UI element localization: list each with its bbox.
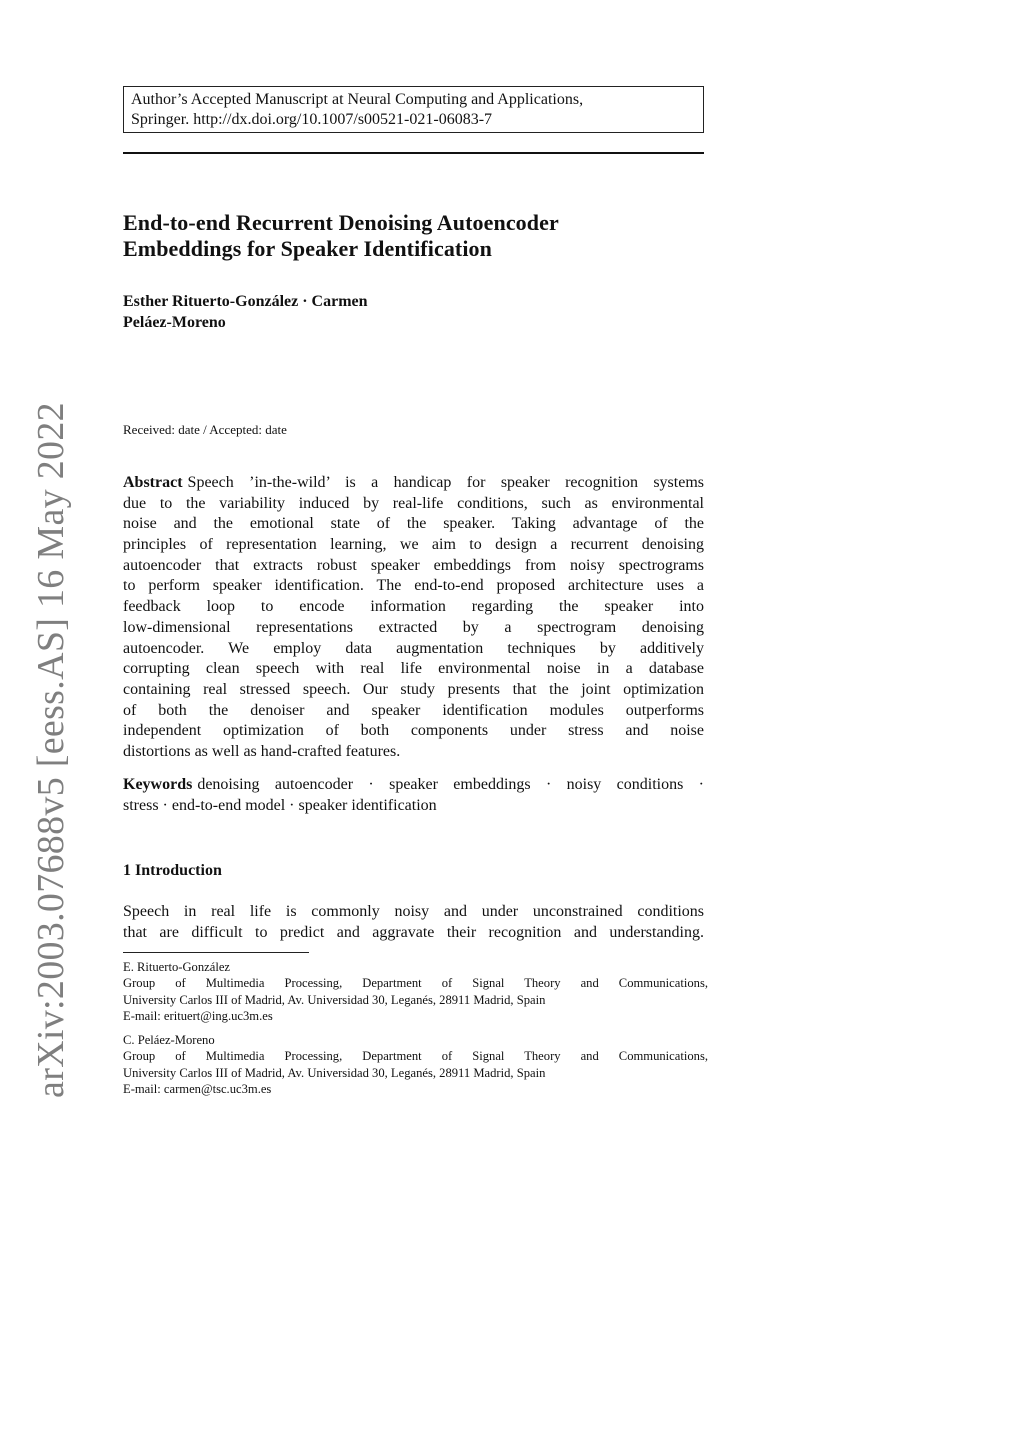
keywords-text: denoising autoencoder · speaker embeddings · noisy conditions · xyxy=(197,776,704,793)
received-accepted-dates: Received: date / Accepted: date xyxy=(123,422,287,437)
affiliation-line: University Carlos III of Madrid, Av. Universidad 30, Leganés, 28911 Madrid, Spain xyxy=(123,992,546,1007)
footnote-rule xyxy=(123,952,309,953)
title-line: Embeddings for Speaker Identification xyxy=(123,236,492,261)
section-heading-introduction: 1 Introduction xyxy=(123,862,222,879)
abstract-label: Abstract xyxy=(123,474,183,491)
introduction-paragraph xyxy=(123,901,704,943)
affiliation-name: E. Rituerto-González xyxy=(123,960,231,974)
introduction-line: Speech in real life is commonly noisy and under unconstrained conditions xyxy=(123,903,704,920)
abstract-line: low-dimensional representations extracted by a spectrogram denoising xyxy=(123,618,704,636)
title-line: End-to-end Recurrent Denoising Autoencoder xyxy=(123,210,559,235)
author-line: Esther Rituerto-González · Carmen xyxy=(123,293,368,310)
abstract-line: containing real stressed speech. Our study presents that the joint optimization xyxy=(123,680,704,698)
publication-notice-box xyxy=(123,86,704,133)
author-list xyxy=(123,291,723,333)
abstract-text: Speech ’in-the-wild’ is a handicap for speaker recognition systems xyxy=(187,474,704,491)
affiliation-line: Group of Multimedia Processing, Department of Signal Theory and Communications, xyxy=(123,1049,708,1064)
paper-title xyxy=(123,210,723,262)
abstract-line: autoencoder that extracts robust speaker embeddings from noisy spectrograms xyxy=(123,556,704,574)
affiliation-block xyxy=(123,959,708,1024)
keywords-block xyxy=(123,774,704,816)
publication-notice-line: Author’s Accepted Manuscript at Neural Computing and Applications, xyxy=(131,91,584,108)
abstract-line: due to the variability induced by real-life conditions, such as environmental xyxy=(123,494,704,512)
abstract-line: distortions as well as hand-crafted features. xyxy=(123,742,401,760)
affiliation-name: C. Peláez-Moreno xyxy=(123,1033,215,1047)
affiliation-email: E-mail: erituert@ing.uc3m.es xyxy=(123,1008,273,1023)
affiliation-line: University Carlos III of Madrid, Av. Universidad 30, Leganés, 28911 Madrid, Spain xyxy=(123,1065,546,1080)
abstract-line: corrupting clean speech with real life environmental noise in a database xyxy=(123,660,704,678)
affiliation-email: E-mail: carmen@tsc.uc3m.es xyxy=(123,1081,272,1096)
abstract-block xyxy=(123,473,704,763)
abstract-line: to perform speaker identification. The end-to-end proposed architecture uses a xyxy=(123,577,704,595)
keywords-label: Keywords xyxy=(123,776,193,793)
abstract-line xyxy=(123,473,704,494)
arxiv-identifier-stamp: arXiv:2003.07688v5 [eess.AS] 16 May 2022 xyxy=(30,402,72,1098)
abstract-line: independent optimization of both components under stress and noise xyxy=(123,722,704,740)
abstract-line: principles of representation learning, we aim to design a recurrent denoising xyxy=(123,536,704,554)
affiliation-line: Group of Multimedia Processing, Department of Signal Theory and Communications, xyxy=(123,976,708,991)
keywords-line: stress · end-to-end model · speaker identification xyxy=(123,797,437,814)
publication-notice-line: Springer. http://dx.doi.org/10.1007/s00521-021-06083-7 xyxy=(131,111,493,128)
header-rule xyxy=(123,152,704,154)
abstract-line: feedback loop to encode information regarding the speaker into xyxy=(123,598,704,616)
abstract-line: noise and the emotional state of the speaker. Taking advantage of the xyxy=(123,515,704,533)
author-line: Peláez-Moreno xyxy=(123,314,226,331)
abstract-line: autoencoder. We employ data augmentation techniques by additively xyxy=(123,639,704,657)
abstract-line: of both the denoiser and speaker identification modules outperforms xyxy=(123,701,704,719)
introduction-line: that are difficult to predict and aggravate their recognition and understanding. xyxy=(123,924,704,941)
affiliation-block xyxy=(123,1032,708,1097)
keywords-line xyxy=(123,774,704,795)
